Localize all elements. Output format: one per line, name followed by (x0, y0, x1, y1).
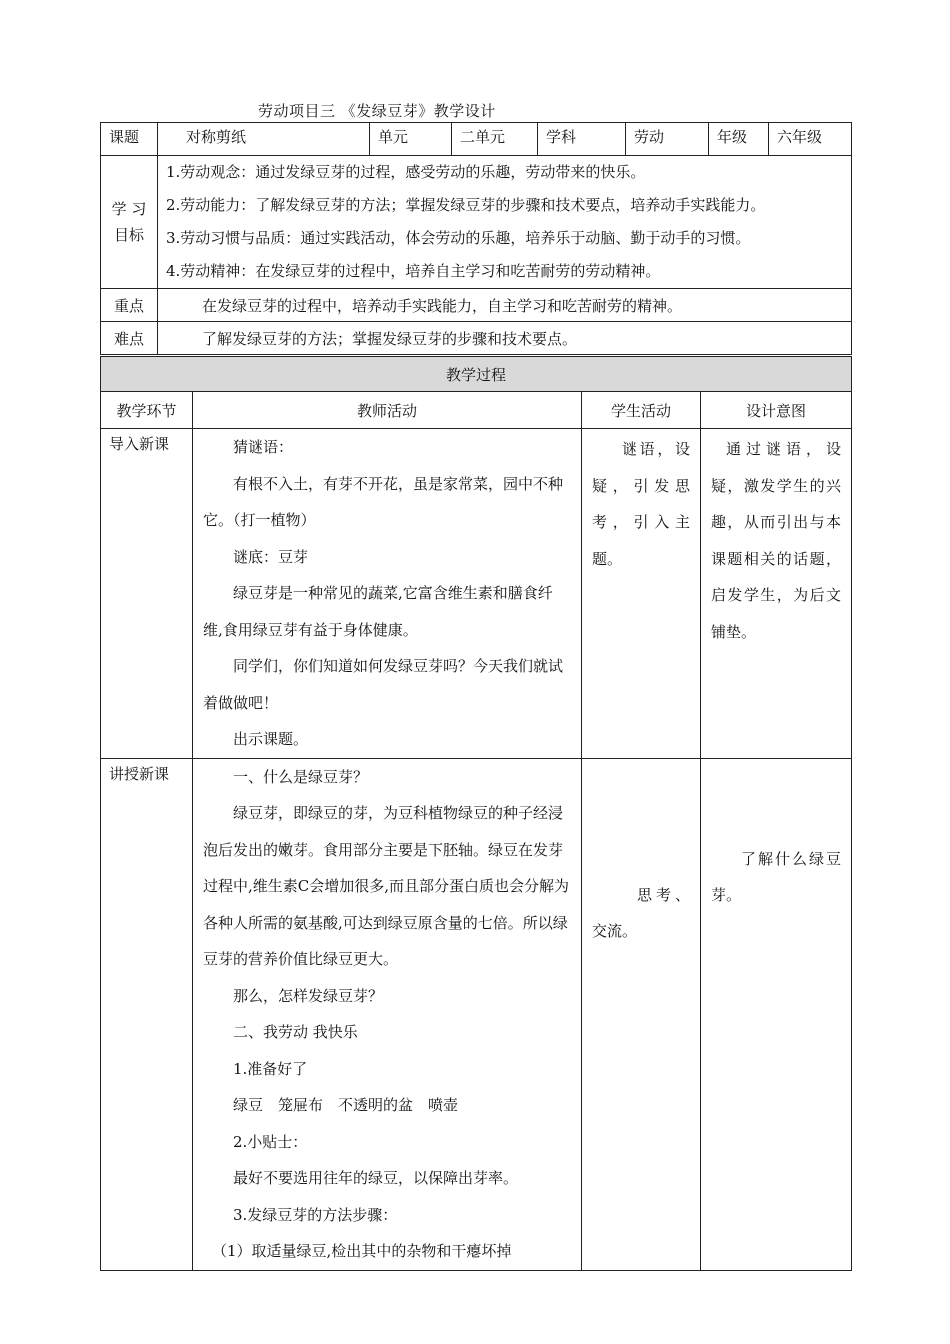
topic-value: 对称剪纸 (158, 123, 370, 156)
column-header-teacher: 教师活动 (193, 392, 582, 429)
teacher-paragraph: 绿豆芽，即绿豆的芽，为豆科植物绿豆的种子经浸泡后发出的嫩芽。食用部分主要是下胚轴。绿豆在发芽过程中,维生素C会增加很多,而且部分蛋白质也会分解为各种人所需的氨基酸,可达到绿豆原含量的七倍。所以绿豆芽的营养价值比绿豆更大。 (203, 804, 570, 968)
teacher-paragraph: （1）取适量绿豆,检出其中的杂物和干瘪坏掉 (212, 1242, 512, 1260)
teacher-paragraph: 二、我劳动 我快乐 (233, 1023, 358, 1041)
column-header-student: 学生活动 (582, 392, 701, 429)
student-activity: 谜语，设疑，引发思考，引入主题。 (582, 429, 701, 759)
objectives-label-line2: 目标 (113, 226, 144, 244)
teacher-paragraph: 那么，怎样发绿豆芽？ (233, 986, 384, 1005)
student-activity: 思考、交流。 (582, 758, 701, 1270)
teacher-paragraph: 最好不要选用往年的绿豆，以保障出芽率。 (233, 1169, 519, 1187)
teacher-paragraph: 同学们，你们知道如何发绿豆芽吗？今天我们就试着做做吧！ (203, 657, 564, 712)
objective-item: 1.劳动观念：通过发绿豆芽的过程，感受劳动的乐趣，劳动带来的快乐。 (166, 163, 646, 181)
grade-value: 六年级 (769, 123, 852, 156)
design-intent: 了解什么绿豆芽。 (701, 758, 852, 1270)
document-title: 劳动项目三 《发绿豆芽》教学设计 (258, 102, 496, 120)
teacher-paragraph: 一、什么是绿豆芽？ (233, 767, 369, 786)
objective-item: 4.劳动精神：在发绿豆芽的过程中，培养自主学习和吃苦耐劳的劳动精神。 (166, 262, 661, 280)
teacher-paragraph: 1.准备好了 (233, 1059, 308, 1078)
column-header-stage: 教学环节 (101, 392, 193, 429)
unit-value: 二单元 (452, 123, 538, 156)
process-heading: 教学过程 (101, 357, 852, 392)
key-point-label: 重点 (101, 289, 158, 322)
topic-label: 课题 (101, 123, 158, 156)
teacher-activity (193, 758, 582, 1270)
teacher-paragraph: 出示课题。 (233, 730, 309, 748)
teacher-paragraph: 猜谜语： (233, 438, 294, 456)
key-point-text: 在发绿豆芽的过程中，培养动手实践能力，自主学习和吃苦耐劳的精神。 (158, 289, 852, 322)
subject-value: 劳动 (626, 123, 709, 156)
objectives-label (101, 156, 158, 289)
objectives-label-line1: 学 习 (111, 200, 147, 218)
header-info-table (100, 122, 852, 355)
objective-item: 3.劳动习惯与品质：通过实践活动，体会劳动的乐趣，培养乐于动脑、勤于动手的习惯。 (166, 229, 751, 247)
teacher-paragraph: 绿豆芽是一种常见的蔬菜,它富含维生素和膳食纤维,食用绿豆芽有益于身体健康。 (203, 584, 553, 639)
teacher-activity (193, 429, 582, 759)
stage-name: 讲授新课 (101, 758, 193, 1270)
column-header-intent: 设计意图 (701, 392, 852, 429)
grade-label: 年级 (709, 123, 769, 156)
teacher-paragraph: 绿豆 笼屉布 不透明的盆 喷壶 (233, 1096, 459, 1114)
teacher-paragraph: 谜底：豆芽 (233, 547, 309, 566)
stage-name: 导入新课 (101, 429, 193, 759)
design-intent: 通过谜语，设疑，激发学生的兴趣，从而引出与本课题相关的话题，启发学生，为后文铺垫。 (701, 429, 852, 759)
difficulty-text: 了解发绿豆芽的方法；掌握发绿豆芽的步骤和技术要点。 (158, 322, 852, 355)
objective-item: 2.劳动能力：了解发绿豆芽的方法；掌握发绿豆芽的步骤和技术要点，培养动手实践能力。 (166, 196, 766, 214)
unit-label: 单元 (370, 123, 452, 156)
teacher-paragraph: 3.发绿豆芽的方法步骤： (233, 1205, 398, 1224)
objectives-list (158, 156, 852, 289)
teaching-process-table (100, 356, 852, 1271)
teacher-paragraph: 有根不入土，有芽不开花，虽是家常菜，园中不种它。（打一植物） (203, 474, 564, 529)
difficulty-label: 难点 (101, 322, 158, 355)
teacher-paragraph: 2.小贴士： (233, 1132, 308, 1151)
subject-label: 学科 (538, 123, 626, 156)
